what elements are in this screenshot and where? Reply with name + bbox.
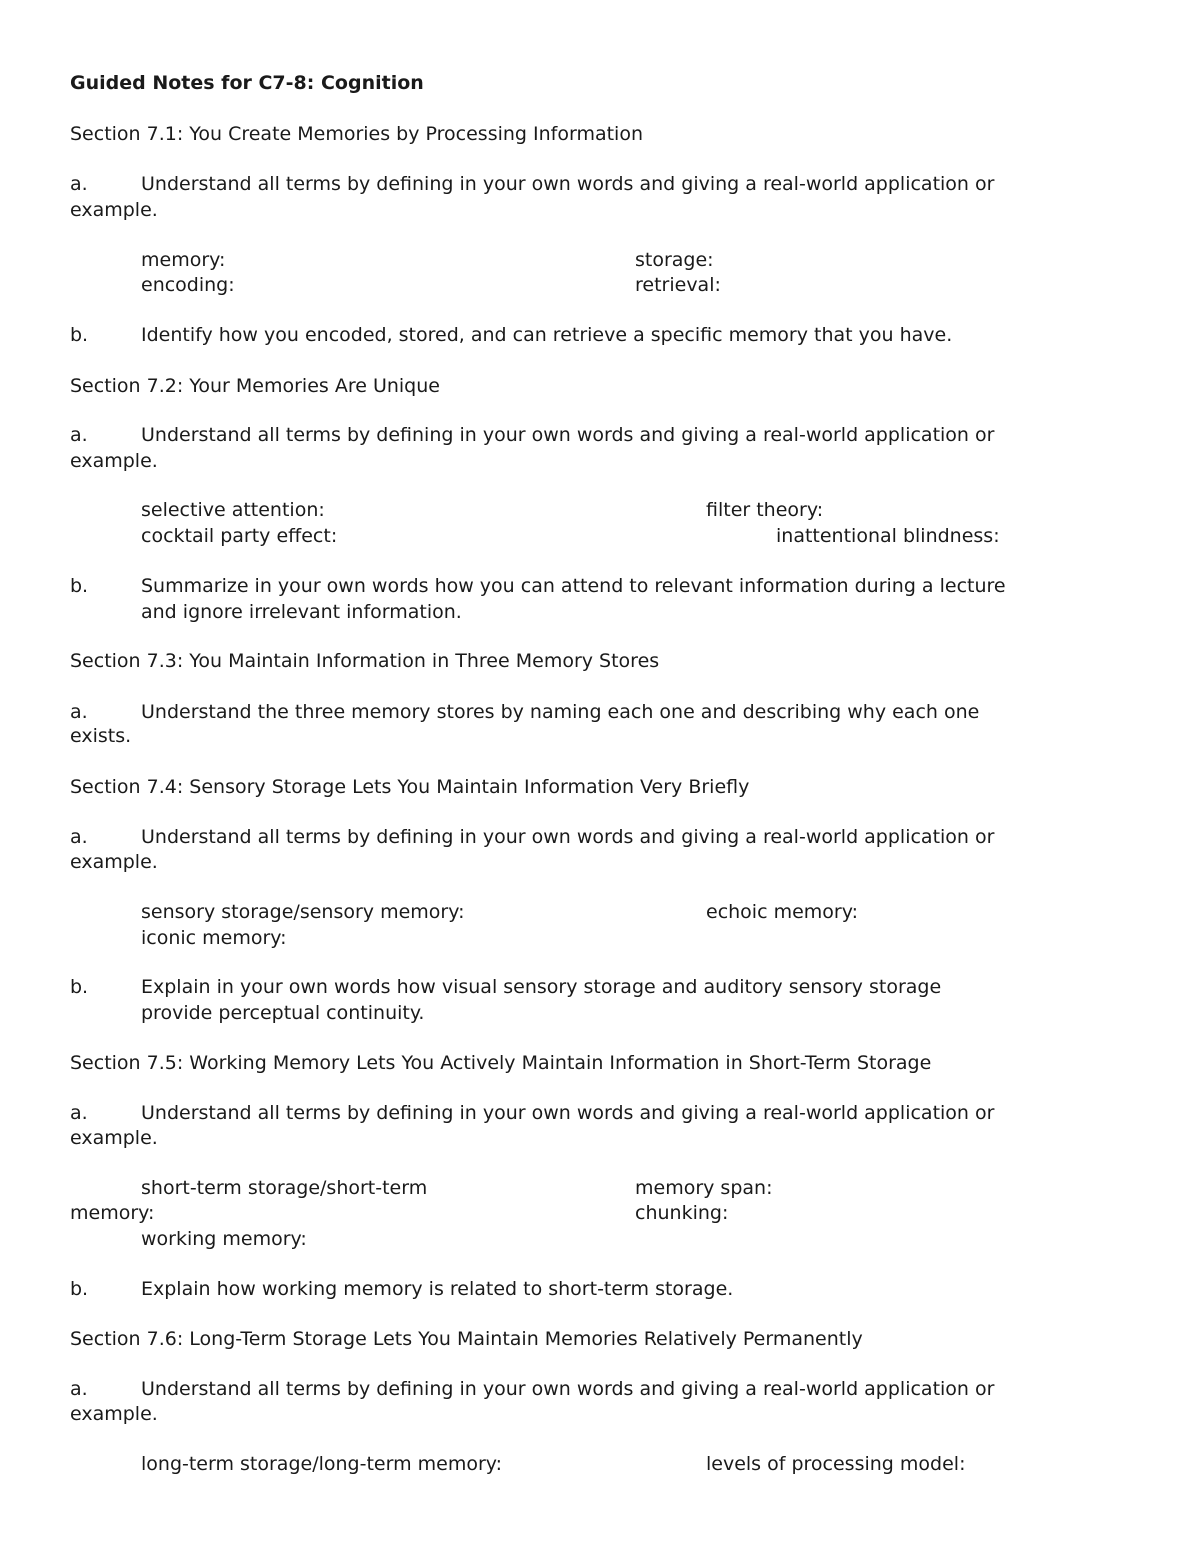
- term-storage: storage:: [635, 249, 714, 271]
- section-7-3-a-text-cont: exists.: [70, 725, 132, 747]
- term-inattentional-blindness: inattentional blindness:: [776, 525, 1000, 547]
- section-7-3-heading: Section 7.3: You Maintain Information in Three Memory Stores: [70, 650, 660, 672]
- section-7-5-a-text-cont: example.: [70, 1127, 158, 1149]
- section-7-1-a-text-cont: example.: [70, 199, 158, 221]
- term-short-term-storage-cont: memory:: [70, 1202, 155, 1224]
- section-7-4-b-text: Explain in your own words how visual sensory storage and auditory sensory storage: [141, 976, 942, 998]
- section-7-4-b-text-cont: provide perceptual continuity.: [141, 1002, 425, 1024]
- section-7-6-a-text: Understand all terms by defining in your own words and giving a real-world application or: [141, 1378, 995, 1400]
- section-7-1-b-text: Identify how you encoded, stored, and can retrieve a specific memory that you have.: [141, 324, 953, 346]
- term-sensory-storage: sensory storage/sensory memory:: [141, 901, 465, 923]
- section-7-2-a-marker: a.: [70, 424, 88, 446]
- term-memory: memory:: [141, 249, 226, 271]
- term-memory-span: memory span:: [635, 1177, 773, 1199]
- section-7-2-heading: Section 7.2: Your Memories Are Unique: [70, 375, 440, 397]
- section-7-6-heading: Section 7.6: Long-Term Storage Lets You Maintain Memories Relatively Permanently: [70, 1328, 863, 1350]
- section-7-4-a-text: Understand all terms by defining in your own words and giving a real-world application or: [141, 826, 995, 848]
- section-7-2-b-text-cont: and ignore irrelevant information.: [141, 601, 462, 623]
- term-working-memory: working memory:: [141, 1228, 307, 1250]
- term-echoic-memory: echoic memory:: [706, 901, 858, 923]
- section-7-2-a-text-cont: example.: [70, 450, 158, 472]
- term-levels-of-processing: levels of processing model:: [706, 1453, 966, 1475]
- section-7-5-a-text: Understand all terms by defining in your own words and giving a real-world application or: [141, 1102, 995, 1124]
- term-encoding: encoding:: [141, 274, 235, 296]
- section-7-1-a-marker: a.: [70, 173, 88, 195]
- section-7-3-a-text: Understand the three memory stores by naming each one and describing why each one: [141, 701, 980, 723]
- section-7-1-heading: Section 7.1: You Create Memories by Processing Information: [70, 123, 644, 145]
- section-7-4-b-marker: b.: [70, 976, 89, 998]
- section-7-5-a-marker: a.: [70, 1102, 88, 1124]
- document-title: Guided Notes for C7-8: Cognition: [70, 72, 424, 94]
- section-7-1-a-text: Understand all terms by defining in your own words and giving a real-world application or: [141, 173, 995, 195]
- section-7-1-b-marker: b.: [70, 324, 89, 346]
- term-filter-theory: filter theory:: [706, 499, 824, 521]
- section-7-2-b-text: Summarize in your own words how you can attend to relevant information during a lecture: [141, 575, 1006, 597]
- section-7-2-a-text: Understand all terms by defining in your own words and giving a real-world application or: [141, 424, 995, 446]
- section-7-6-a-marker: a.: [70, 1378, 88, 1400]
- section-7-4-a-marker: a.: [70, 826, 88, 848]
- section-7-4-heading: Section 7.4: Sensory Storage Lets You Maintain Information Very Briefly: [70, 776, 750, 798]
- section-7-5-b-text: Explain how working memory is related to short-term storage.: [141, 1278, 734, 1300]
- term-iconic-memory: iconic memory:: [141, 927, 287, 949]
- term-retrieval: retrieval:: [635, 274, 721, 296]
- term-chunking: chunking:: [635, 1202, 729, 1224]
- term-short-term-storage: short-term storage/short-term: [141, 1177, 428, 1199]
- term-cocktail-party-effect: cocktail party effect:: [141, 525, 338, 547]
- section-7-5-b-marker: b.: [70, 1278, 89, 1300]
- section-7-6-a-text-cont: example.: [70, 1403, 158, 1425]
- section-7-4-a-text-cont: example.: [70, 851, 158, 873]
- section-7-3-a-marker: a.: [70, 701, 88, 723]
- term-long-term-storage: long-term storage/long-term memory:: [141, 1453, 503, 1475]
- section-7-5-heading: Section 7.5: Working Memory Lets You Actively Maintain Information in Short-Term Storage: [70, 1052, 932, 1074]
- term-selective-attention: selective attention:: [141, 499, 325, 521]
- section-7-2-b-marker: b.: [70, 575, 89, 597]
